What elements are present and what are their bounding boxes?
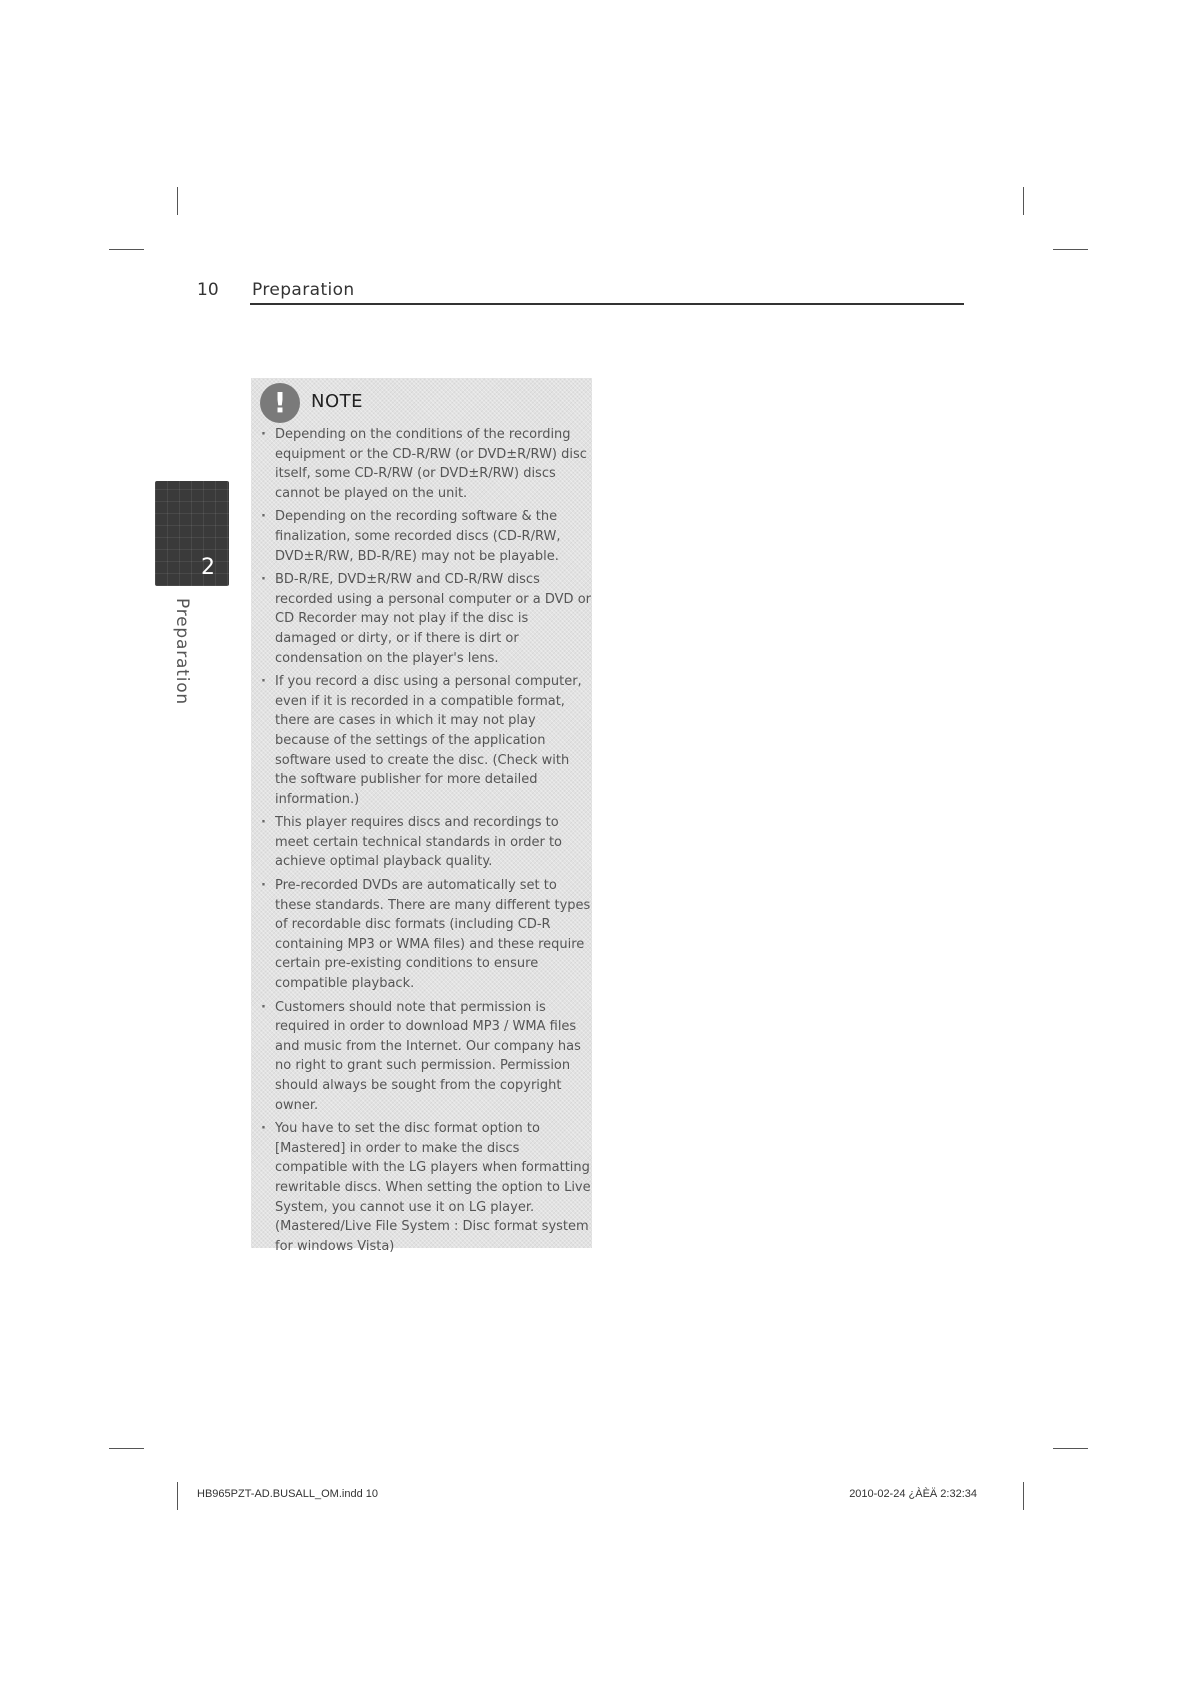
crop-mark-top-right [1023, 187, 1024, 215]
note-item: · BD-R/RE, DVD±R/RW and CD-R/RW discs recorded using a personal computer or a DVD or CD Recorder may not play if the disc is damaged or dirty, or if there is dirt or condensation on the player's lens. [259, 570, 591, 668]
chapter-number: 2 [201, 555, 215, 580]
chapter-tab [155, 481, 229, 586]
crop-mark-bottom-left [177, 1482, 178, 1510]
note-box [251, 378, 592, 1254]
header-rule [250, 303, 964, 305]
crop-mark-top-left [177, 187, 178, 215]
crop-mark-top-right-h [1053, 249, 1088, 250]
note-item: · This player requires discs and recordings to meet certain technical standards in order to achieve optimal playback quality. [259, 813, 591, 872]
note-item: · Depending on the recording software & the finalization, some recorded discs (CD-R/RW, DVD±R/RW, BD-R/RE) may not be playable. [259, 507, 591, 566]
note-item: · Depending on the conditions of the recording equipment or the CD-R/RW (or DVD±R/RW) disc itself, some CD-R/RW (or DVD±R/RW) discs cannot be played on the unit. [259, 425, 591, 503]
note-item: · Pre-recorded DVDs are automatically set to these standards. There are many different types of recordable disc formats (including CD-R containing MP3 or WMA files) and these require certain pre-existing conditions to ensure compatible playback. [259, 876, 591, 994]
note-item: · If you record a disc using a personal computer, even if it is recorded in a compatible format, there are cases in which it may not play because of the settings of the application software used to create the disc. (Check with the software publisher for more detailed information.) [259, 672, 591, 809]
crop-mark-top-left-h [109, 249, 144, 250]
section-title: Preparation [252, 280, 355, 300]
crop-mark-bottom-left-h [109, 1448, 144, 1449]
note-item: · Customers should note that permission is required in order to download MP3 / WMA files and music from the Internet. Our company has no right to grant such permission. Permission should always be sought from the copyright owner. [259, 998, 591, 1116]
footer-file-name: HB965PZT-AD.BUSALL_OM.indd 10 [197, 1488, 378, 1500]
note-list [259, 425, 591, 1260]
note-item: · You have to set the disc format option to [Mastered] in order to make the discs compatible with the LG players when formatting rewritable discs. When setting the option to Live System, you cannot use it on LG player. (Mastered/Live File System : Disc format system for windows Vista) [259, 1119, 591, 1256]
chapter-side-label: Preparation [172, 598, 192, 706]
crop-mark-bottom-right [1023, 1482, 1024, 1510]
page-header [197, 276, 964, 306]
footer-timestamp: 2010-02-24 ¿ÀÈÄ 2:32:34 [849, 1488, 977, 1500]
crop-mark-bottom-right-h [1053, 1448, 1088, 1449]
note-title: NOTE [311, 391, 364, 412]
page-number: 10 [197, 280, 219, 300]
exclamation-icon: ! [260, 383, 300, 423]
